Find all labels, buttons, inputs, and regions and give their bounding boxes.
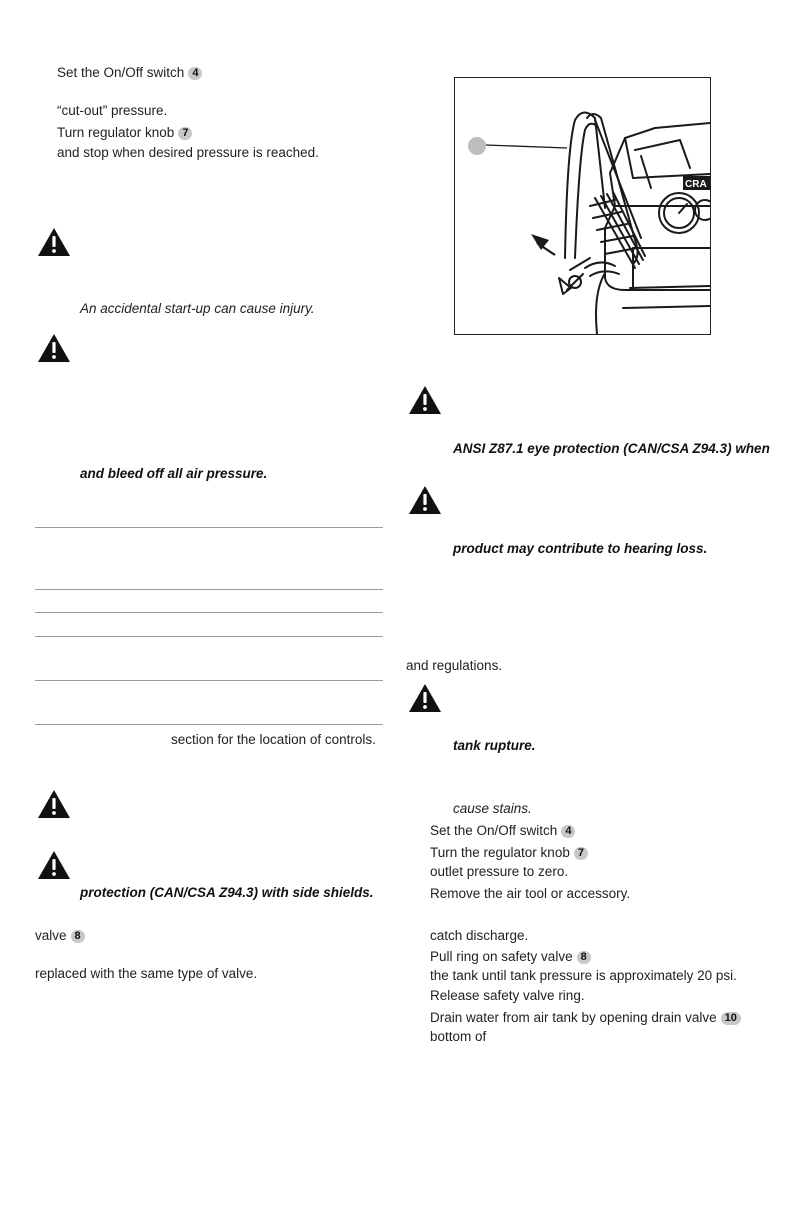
text-hearing: product may contribute to hearing loss. [453, 541, 708, 556]
warning-icon [37, 789, 71, 819]
text-catch: catch discharge. [430, 928, 529, 943]
step-drain: Drain water from air tank by opening drain valve 10 [430, 1010, 741, 1026]
table-divider [35, 589, 383, 590]
callout-badge: 8 [577, 951, 591, 964]
text-cut-out: “cut-out” pressure. [57, 103, 168, 118]
text-regulations: and regulations. [406, 658, 503, 673]
warning-icon [37, 850, 71, 880]
compressor-illustration [454, 77, 711, 335]
text-section-ref: section for the location of controls. [171, 732, 376, 747]
step-release: Release safety valve ring. [430, 988, 585, 1003]
text-outlet: outlet pressure to zero. [430, 864, 569, 879]
callout-badge: 4 [188, 67, 202, 80]
step-set-switch: Set the On/Off switch 4 [430, 823, 575, 839]
table-divider [35, 527, 383, 528]
warning-icon [37, 333, 71, 363]
text-cause-stains: cause stains. [453, 801, 532, 816]
text-protection: protection (CAN/CSA Z94.3) with side shields. [80, 885, 374, 900]
text-replaced: replaced with the same type of valve. [35, 966, 258, 981]
step-pull-ring: Pull ring on safety valve 8 [430, 949, 591, 965]
table-divider [35, 636, 383, 637]
warning-icon [37, 227, 71, 257]
warning-icon [408, 485, 442, 515]
step-turn-knob: Turn regulator knob 7 [57, 125, 192, 141]
table-divider [35, 724, 383, 725]
step-turn-regulator: Turn the regulator knob 7 [430, 845, 588, 861]
text-stop-when: and stop when desired pressure is reached. [57, 145, 319, 160]
compressor-drawing [455, 78, 710, 334]
warning-icon [408, 683, 442, 713]
callout-badge: 8 [71, 930, 85, 943]
text-bottom: bottom of [430, 1029, 487, 1044]
text-tank-rupture: tank rupture. [453, 738, 536, 753]
callout-badge: 10 [721, 1012, 741, 1025]
callout-badge: 7 [178, 127, 192, 140]
text-valve: valve 8 [35, 928, 85, 944]
callout-badge: 7 [574, 847, 588, 860]
step-set-switch: Set the On/Off switch 4 [57, 65, 202, 81]
table-divider [35, 612, 383, 613]
table-divider [35, 680, 383, 681]
callout-badge: 4 [561, 825, 575, 838]
brand-label: CRA [685, 179, 707, 190]
warning-icon [408, 385, 442, 415]
text-ansi: ANSI Z87.1 eye protection (CAN/CSA Z94.3) when [453, 441, 770, 456]
text-accidental-startup: An accidental start-up can cause injury. [80, 301, 315, 316]
text-bleed-off: and bleed off all air pressure. [80, 466, 268, 481]
text-tank-until: the tank until tank pressure is approximately 20 psi. [430, 968, 737, 983]
step-remove-tool: Remove the air tool or accessory. [430, 886, 631, 901]
